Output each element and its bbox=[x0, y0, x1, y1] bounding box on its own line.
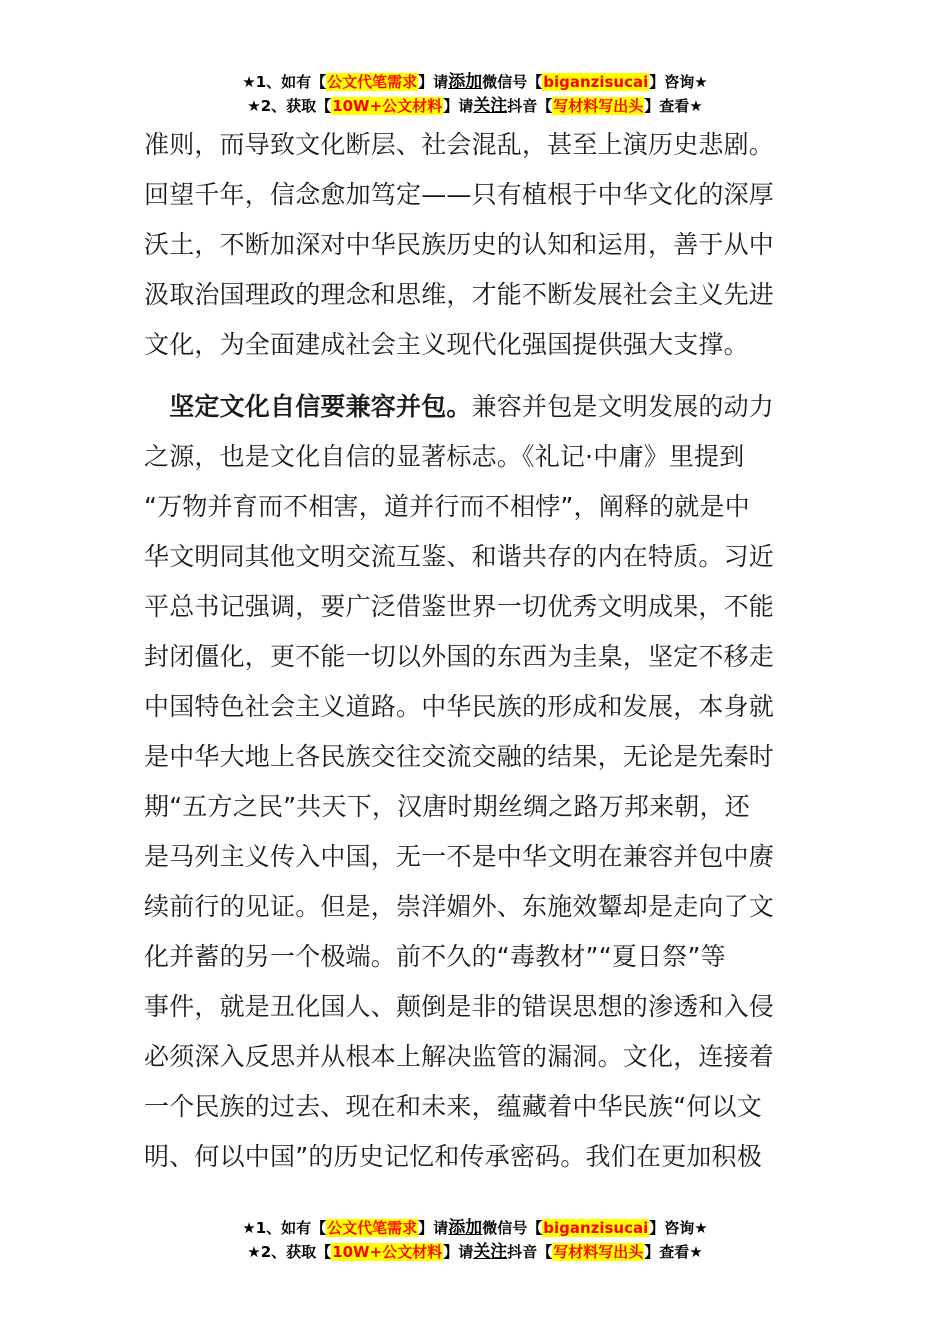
text-line: 是中华大地上各民族交往交流交融的结果，无论是先秦时 bbox=[144, 742, 775, 771]
banner-text: 】请 bbox=[443, 1243, 474, 1261]
document-body bbox=[144, 120, 806, 1182]
banner-emphasis-add: 添加 bbox=[448, 1218, 483, 1238]
banner-text: 微信号【 bbox=[482, 1219, 543, 1237]
banner-line-2 bbox=[0, 1240, 950, 1264]
banner-text: 】查看★ bbox=[644, 1243, 703, 1261]
banner-line-1 bbox=[0, 1216, 950, 1240]
banner-text: ★2、获取【 bbox=[247, 1243, 332, 1261]
paragraph-heading: 坚定文化自信要兼容并包。 bbox=[169, 392, 472, 421]
text-line: 平总书记强调，要广泛借鉴世界一切优秀文明成果，不能 bbox=[144, 592, 775, 621]
text-line: 沃土，不断加深对中华民族历史的认知和运用，善于从中 bbox=[144, 230, 775, 259]
paragraph-2 bbox=[144, 382, 806, 1182]
text-line: 封闭僵化，更不能一切以外国的东西为圭臬，坚定不移走 bbox=[144, 642, 775, 671]
banner-text: ★2、获取【 bbox=[247, 97, 332, 115]
text-line: 续前行的见证。但是，崇洋媚外、东施效颦却是走向了文 bbox=[144, 892, 775, 921]
text-line: 明、何以中国”的历史记忆和传承密码。我们在更加积极 bbox=[144, 1142, 762, 1171]
banner-emphasis-follow: 关注 bbox=[473, 1242, 508, 1262]
banner-highlight-service: 公文代笔需求 bbox=[327, 73, 418, 91]
banner-text: ★1、如有【 bbox=[242, 73, 327, 91]
text-line: 文化，为全面建成社会主义现代化强国提供强大支撑。 bbox=[144, 330, 749, 359]
banner-text: 】咨询★ bbox=[649, 1219, 708, 1237]
text-line: 是马列主义传入中国，无一不是中华文明在兼容并包中赓 bbox=[144, 842, 775, 871]
banner-text: 】请 bbox=[418, 73, 449, 91]
banner-text: 微信号【 bbox=[482, 73, 543, 91]
banner-text: 】请 bbox=[418, 1219, 449, 1237]
text-line: 之源，也是文化自信的显著标志。《礼记·中庸》里提到 bbox=[144, 442, 745, 471]
banner-text: 】查看★ bbox=[644, 97, 703, 115]
text-line: 期“五方之民”共天下，汉唐时期丝绸之路万邦来朝，还 bbox=[144, 792, 750, 821]
banner-highlight-service: 公文代笔需求 bbox=[327, 1219, 418, 1237]
text-line: 必须深入反思并从根本上解决监管的漏洞。文化，连接着 bbox=[144, 1042, 775, 1071]
text-line: 一个民族的过去、现在和未来，蕴藏着中华民族“何以文 bbox=[144, 1092, 762, 1121]
banner-highlight-wechat-id: biganzisucai bbox=[543, 73, 649, 91]
paragraph-1 bbox=[144, 120, 806, 370]
banner-line-2 bbox=[0, 94, 950, 118]
banner-highlight-materials: 10W+公文材料 bbox=[332, 1243, 443, 1261]
banner-text: 】请 bbox=[443, 97, 474, 115]
text-line: 事件，就是丑化国人、颠倒是非的错误思想的渗透和入侵 bbox=[144, 992, 775, 1021]
banner-highlight-douyin: 写材料写出头 bbox=[553, 1243, 644, 1261]
text-line: 化并蓄的另一个极端。前不久的“毒教材”“夏日祭”等 bbox=[144, 942, 726, 971]
text-line: 中国特色社会主义道路。中华民族的形成和发展，本身就 bbox=[144, 692, 775, 721]
banner-text: 抖音【 bbox=[507, 1243, 553, 1261]
text-run: 兼容并包是文明发展的动力 bbox=[471, 392, 775, 421]
banner-highlight-wechat-id: biganzisucai bbox=[543, 1219, 649, 1237]
banner-emphasis-follow: 关注 bbox=[473, 96, 508, 116]
text-line: 汲取治国理政的理念和思维，才能不断发展社会主义先进 bbox=[144, 280, 775, 309]
text-line: 准则，而导致文化断层、社会混乱，甚至上演历史悲剧。 bbox=[144, 130, 775, 159]
banner-highlight-materials: 10W+公文材料 bbox=[332, 97, 443, 115]
banner-text: 抖音【 bbox=[507, 97, 553, 115]
text-line-first bbox=[144, 382, 806, 432]
banner-text: ★1、如有【 bbox=[242, 1219, 327, 1237]
text-line: 华文明同其他文明交流互鉴、和谐共存的内在特质。习近 bbox=[144, 542, 775, 571]
text-line: “万物并育而不相害，道并行而不相悖”，阐释的就是中 bbox=[144, 492, 750, 521]
banner-line-1 bbox=[0, 70, 950, 94]
text-line: 回望千年，信念愈加笃定——只有植根于中华文化的深厚 bbox=[144, 180, 775, 209]
banner-text: 】咨询★ bbox=[649, 73, 708, 91]
header-banner bbox=[0, 70, 950, 118]
banner-emphasis-add: 添加 bbox=[448, 72, 483, 92]
footer-banner bbox=[0, 1216, 950, 1264]
banner-highlight-douyin: 写材料写出头 bbox=[553, 97, 644, 115]
